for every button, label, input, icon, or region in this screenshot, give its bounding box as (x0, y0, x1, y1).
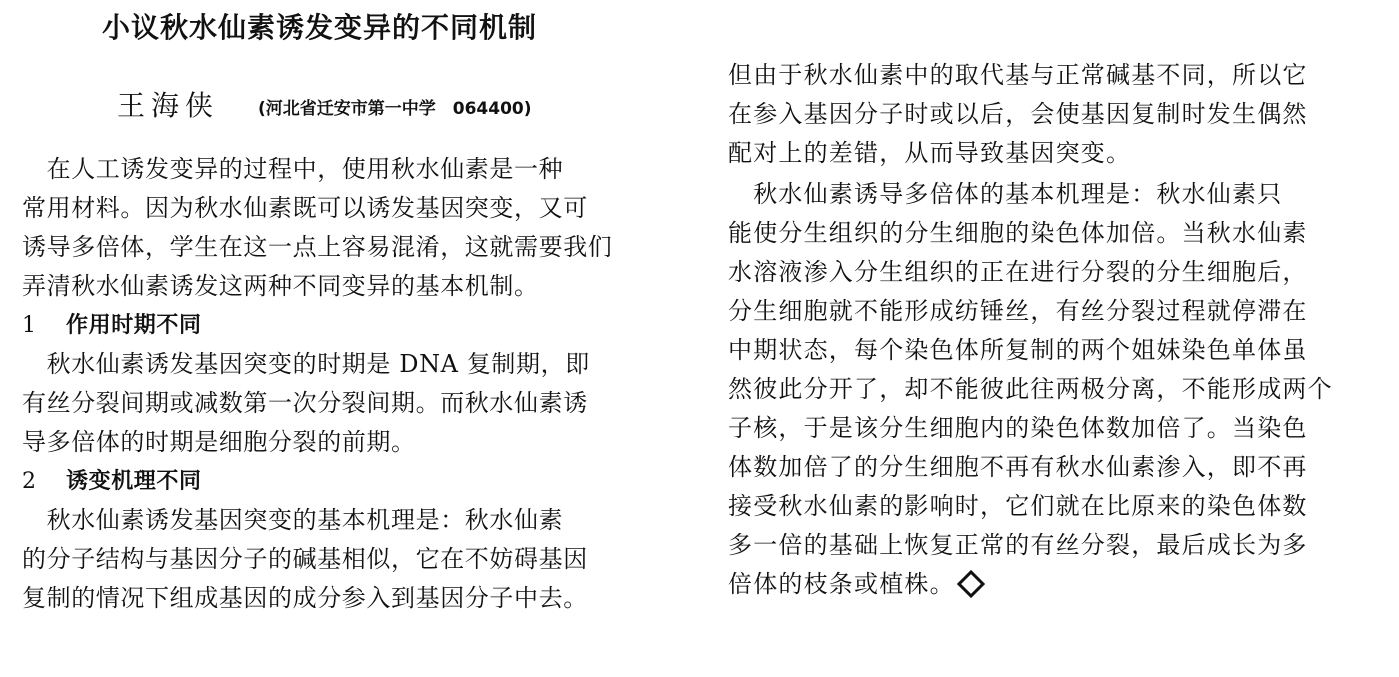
diamond-end-icon (957, 569, 985, 597)
left-column (22, 150, 692, 618)
right-column (728, 56, 1390, 604)
paragraph-line: 导多倍体的时期是细胞分裂的前期。 (22, 428, 416, 456)
section-title: 作用时期不同 (66, 313, 202, 338)
paragraph-line: 有丝分裂间期或减数第一次分裂间期。而秋水仙素诱 (22, 389, 588, 417)
section-number: 1 (22, 313, 37, 338)
paragraph-line: 接受秋水仙素的影响时，它们就在比原来的染色体数 (728, 492, 1308, 520)
paragraph-line: 但由于秋水仙素中的取代基与正常碱基不同，所以它 (728, 61, 1308, 89)
paragraph-line: 分生细胞就不能形成纺锤丝，有丝分裂过程就停滞在 (728, 297, 1308, 325)
paragraph-line: 中期状态，每个染色体所复制的两个姐妹染色单体虽 (728, 336, 1308, 364)
author-affiliation: (河北省迁安市第一中学 064400) (258, 99, 532, 119)
paragraph-line: 在参入基因分子时或以后，会使基因复制时发生偶然 (728, 100, 1308, 128)
paragraph-line: 诱导多倍体，学生在这一点上容易混淆，这就需要我们 (22, 233, 613, 261)
paragraph-line: 秋水仙素诱发基因突变的基本机理是：秋水仙素 (22, 506, 564, 534)
paragraph-line: 能使分生组织的分生细胞的染色体加倍。当秋水仙素 (728, 219, 1308, 247)
paragraph-line: 体数加倍了的分生细胞不再有秋水仙素渗入，即不再 (728, 453, 1308, 481)
paragraph-last-line (728, 565, 1390, 604)
paragraph-line: 多一倍的基础上恢复正常的有丝分裂，最后成长为多 (728, 531, 1308, 559)
paragraph-line: 水溶液渗入分生组织的正在进行分裂的分生细胞后， (728, 258, 1308, 286)
paragraph-line: 配对上的差错，从而导致基因突变。 (728, 139, 1132, 167)
paragraph-line: 子核，于是该分生细胞内的染色体数加倍了。当染色 (728, 414, 1308, 442)
section-heading-1 (22, 306, 692, 345)
paragraph-line: 在人工诱发变异的过程中，使用秋水仙素是一种 (22, 155, 564, 183)
paragraph-line: 的分子结构与基因分子的碱基相似，它在不妨碍基因 (22, 545, 588, 573)
article-title: 小议秋水仙素诱发变异的不同机制 (102, 11, 538, 44)
paragraph-line: 复制的情况下组成基因的成分参入到基因分子中去。 (22, 584, 588, 612)
paragraph-line: 弄清秋水仙素诱发这两种不同变异的基本机制。 (22, 272, 539, 300)
paragraph-line: 常用材料。因为秋水仙素既可以诱发基因突变，又可 (22, 194, 588, 222)
author-name: 王海侠 (117, 89, 220, 122)
paragraph-line: 秋水仙素诱导多倍体的基本机理是：秋水仙素只 (728, 180, 1283, 208)
section-title: 诱变机理不同 (66, 469, 202, 494)
section-number: 2 (22, 469, 37, 494)
paragraph-line: 然彼此分开了，却不能彼此往两极分离，不能形成两个 (728, 375, 1333, 403)
section-heading-2 (22, 462, 692, 501)
paragraph-line: 秋水仙素诱发基因突变的时期是 DNA 复制期，即 (22, 350, 590, 378)
paragraph-line-text: 倍体的枝条或植株。 (728, 570, 955, 598)
